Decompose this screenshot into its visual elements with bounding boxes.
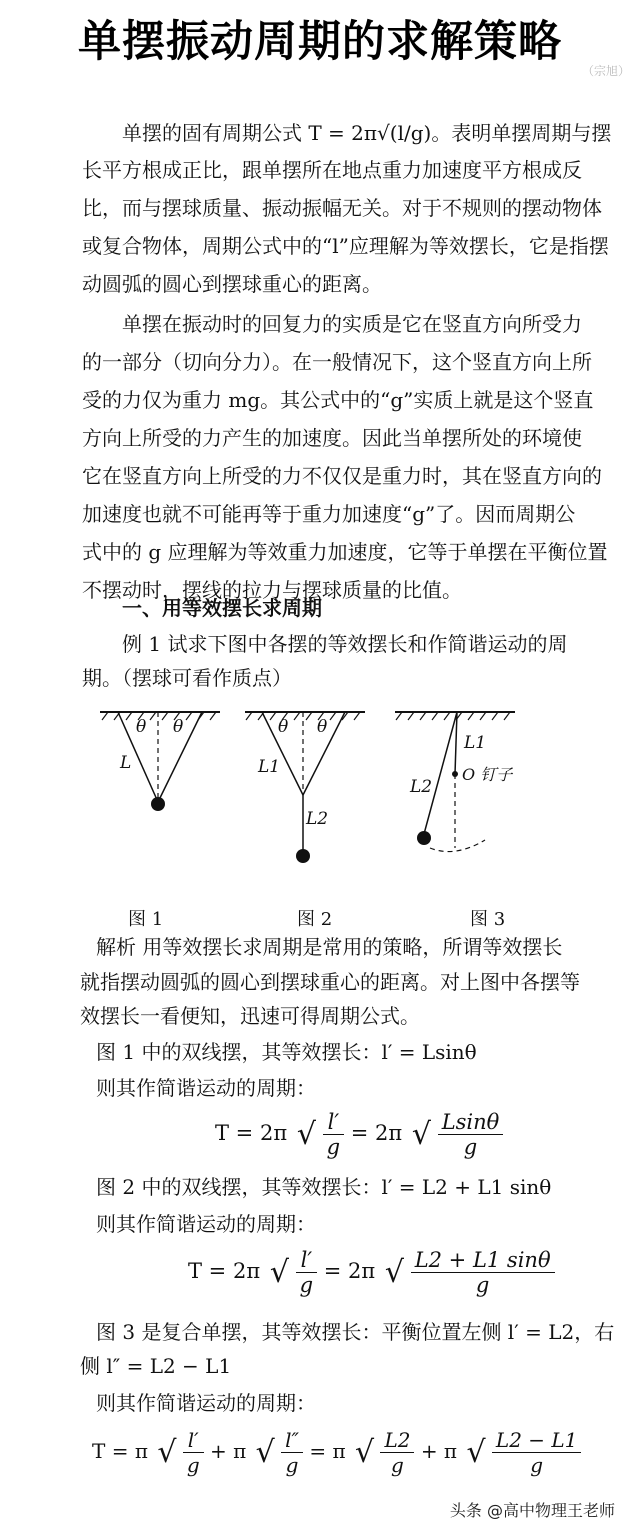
sqrt-icon: √ — [411, 1117, 432, 1152]
fig3-explanation-2: 侧 l″ = L2 − L1 — [80, 1354, 232, 1378]
fig2-period-label: 则其作简谐运动的周期： — [96, 1212, 316, 1236]
para2-line3: 受的力仅为重力 mg。其公式中的“g”实质上就是这个竖直 — [82, 388, 594, 412]
formula2-den2: g — [475, 1273, 490, 1297]
formula3-frac3 — [380, 1428, 414, 1477]
fig1-period-label: 则其作简谐运动的周期： — [96, 1076, 316, 1100]
corner-mark: （宗旭） — [581, 64, 630, 78]
sqrt-icon: √ — [354, 1435, 375, 1470]
formula3-den4: g — [530, 1453, 544, 1477]
formula3-num3: L2 — [380, 1428, 414, 1453]
formula1-frac1 — [323, 1110, 344, 1159]
fig1-explanation: 图 1 中的双线摆，其等效摆长：l′ = Lsinθ — [96, 1040, 477, 1064]
para2-line8: 不摆动时，摆线的拉力与摆球质量的比值。 — [82, 578, 462, 602]
fig3-L1: L1 — [464, 733, 487, 753]
sqrt-icon: √ — [466, 1435, 486, 1470]
analysis-line2: 就指摆动圆弧的圆心到摆球重心的距离。对上图中各摆等 — [80, 970, 580, 994]
fig1-caption: 图 1 — [128, 909, 164, 930]
fig2-theta-left: θ — [278, 717, 289, 737]
para2-line5: 它在竖直方向上所受的力不仅仅是重力时，其在竖直方向的 — [82, 464, 602, 488]
fig1-L: L — [120, 753, 132, 773]
formula1-num2: Lsinθ — [438, 1110, 504, 1135]
fig3-period-label: 则其作简谐运动的周期： — [96, 1391, 316, 1415]
para2-line1: 单摆在振动时的回复力的实质是它在竖直方向所受力 — [122, 312, 582, 336]
formula-1 — [215, 1110, 503, 1159]
formula3-frac1 — [183, 1428, 204, 1477]
formula2-num1: l′ — [296, 1248, 317, 1273]
formula-3 — [92, 1428, 581, 1477]
formula1-den2: g — [463, 1135, 478, 1159]
fig1-theta-left: θ — [136, 717, 147, 737]
sqrt-icon: √ — [157, 1435, 177, 1470]
analysis-line3: 效摆长一看便知，迅速可得周期公式。 — [80, 1004, 420, 1028]
formula2-frac2 — [411, 1248, 555, 1297]
figure-2 — [245, 712, 365, 863]
formula3-num1: l′ — [183, 1428, 204, 1453]
para2-line7: 式中的 g 应理解为等效重力加速度，它等于单摆在平衡位置 — [82, 540, 608, 564]
para2-line4: 方向上所受的力产生的加速度。因此当单摆所处的环境使 — [82, 426, 582, 450]
section-heading: 一、用等效摆长求周期 — [122, 596, 322, 620]
sqrt-icon: √ — [269, 1255, 289, 1290]
formula2-frac1 — [296, 1248, 317, 1297]
para2-line6: 加速度也就不可能再等于重力加速度“g”了。因而周期公 — [82, 502, 576, 526]
para1-line4: 或复合物体，周期公式中的“l”应理解为等效摆长，它是指摆 — [82, 234, 609, 258]
formula1-frac2 — [438, 1110, 504, 1159]
example1-line2: 期。（摆球可看作质点） — [82, 666, 292, 690]
figure-1 — [100, 712, 220, 811]
formula1-lhs: T = 2π — [215, 1121, 288, 1145]
fig2-theta-right: θ — [317, 717, 328, 737]
para2-line2: 的一部分（切向分力）。在一般情况下，这个竖直方向上所 — [82, 350, 592, 374]
fig1-theta-right: θ — [173, 717, 184, 737]
formula2-lhs: T = 2π — [188, 1259, 261, 1283]
fig2-L2: L2 — [306, 809, 329, 829]
fig3-L2: L2 — [410, 777, 433, 797]
fig3-explanation-1: 图 3 是复合单摆，其等效摆长：平衡位置左侧 l′ = L2，右 — [96, 1320, 615, 1344]
formula1-mid: = 2π — [350, 1121, 403, 1145]
fig2-caption: 图 2 — [297, 909, 333, 930]
example1-line1: 例 1 试求下图中各摆的等效摆长和作简谐运动的周 — [122, 632, 568, 656]
formula3-plus2: + π — [420, 1439, 458, 1463]
para1-line3: 比，而与摆球质量、振动振幅无关。对于不规则的摆动物体 — [82, 196, 602, 220]
formula3-plus1: + π — [209, 1439, 247, 1463]
formula2-num2: L2 + L1 sinθ — [411, 1248, 555, 1273]
formula3-den2: g — [285, 1453, 299, 1477]
formula-2 — [188, 1248, 555, 1297]
formula3-frac4 — [492, 1428, 581, 1477]
watermark: 头条 @高中物理王老师 — [449, 1501, 615, 1520]
analysis-line1: 解析 用等效摆长求周期是常用的策略，所谓等效摆长 — [96, 935, 563, 959]
formula3-den1: g — [186, 1453, 200, 1477]
pendulum-figure — [90, 700, 540, 930]
para1-line5: 动圆弧的圆心到摆球重心的距离。 — [82, 272, 382, 296]
formula3-lhs: T = π — [92, 1439, 148, 1463]
formula3-num2: l″ — [281, 1428, 303, 1453]
formula3-num4: L2 − L1 — [492, 1428, 581, 1453]
page-title: 单摆振动周期的求解策略 — [78, 17, 562, 67]
formula3-frac2 — [281, 1428, 303, 1477]
formula3-eq: = π — [309, 1439, 346, 1463]
formula2-den1: g — [299, 1273, 314, 1297]
sqrt-icon: √ — [384, 1255, 405, 1290]
fig2-L1: L1 — [258, 757, 281, 777]
fig3-nail-label: O 钉子 — [462, 765, 513, 784]
formula3-den3: g — [391, 1453, 404, 1477]
fig3-caption: 图 3 — [470, 909, 506, 930]
formula2-mid: = 2π — [323, 1259, 376, 1283]
para1-line1: 单摆的固有周期公式 T = 2π√(l/g)。表明单摆周期与摆 — [122, 121, 612, 145]
sqrt-icon: √ — [296, 1117, 316, 1152]
formula1-den1: g — [326, 1135, 341, 1159]
sqrt-icon: √ — [255, 1435, 275, 1470]
para1-line2: 长平方根成正比，跟单摆所在地点重力加速度平方根成反 — [82, 158, 582, 182]
fig2-explanation: 图 2 中的双线摆，其等效摆长：l′ = L2 + L1 sinθ — [96, 1175, 552, 1199]
formula1-num1: l′ — [323, 1110, 344, 1135]
